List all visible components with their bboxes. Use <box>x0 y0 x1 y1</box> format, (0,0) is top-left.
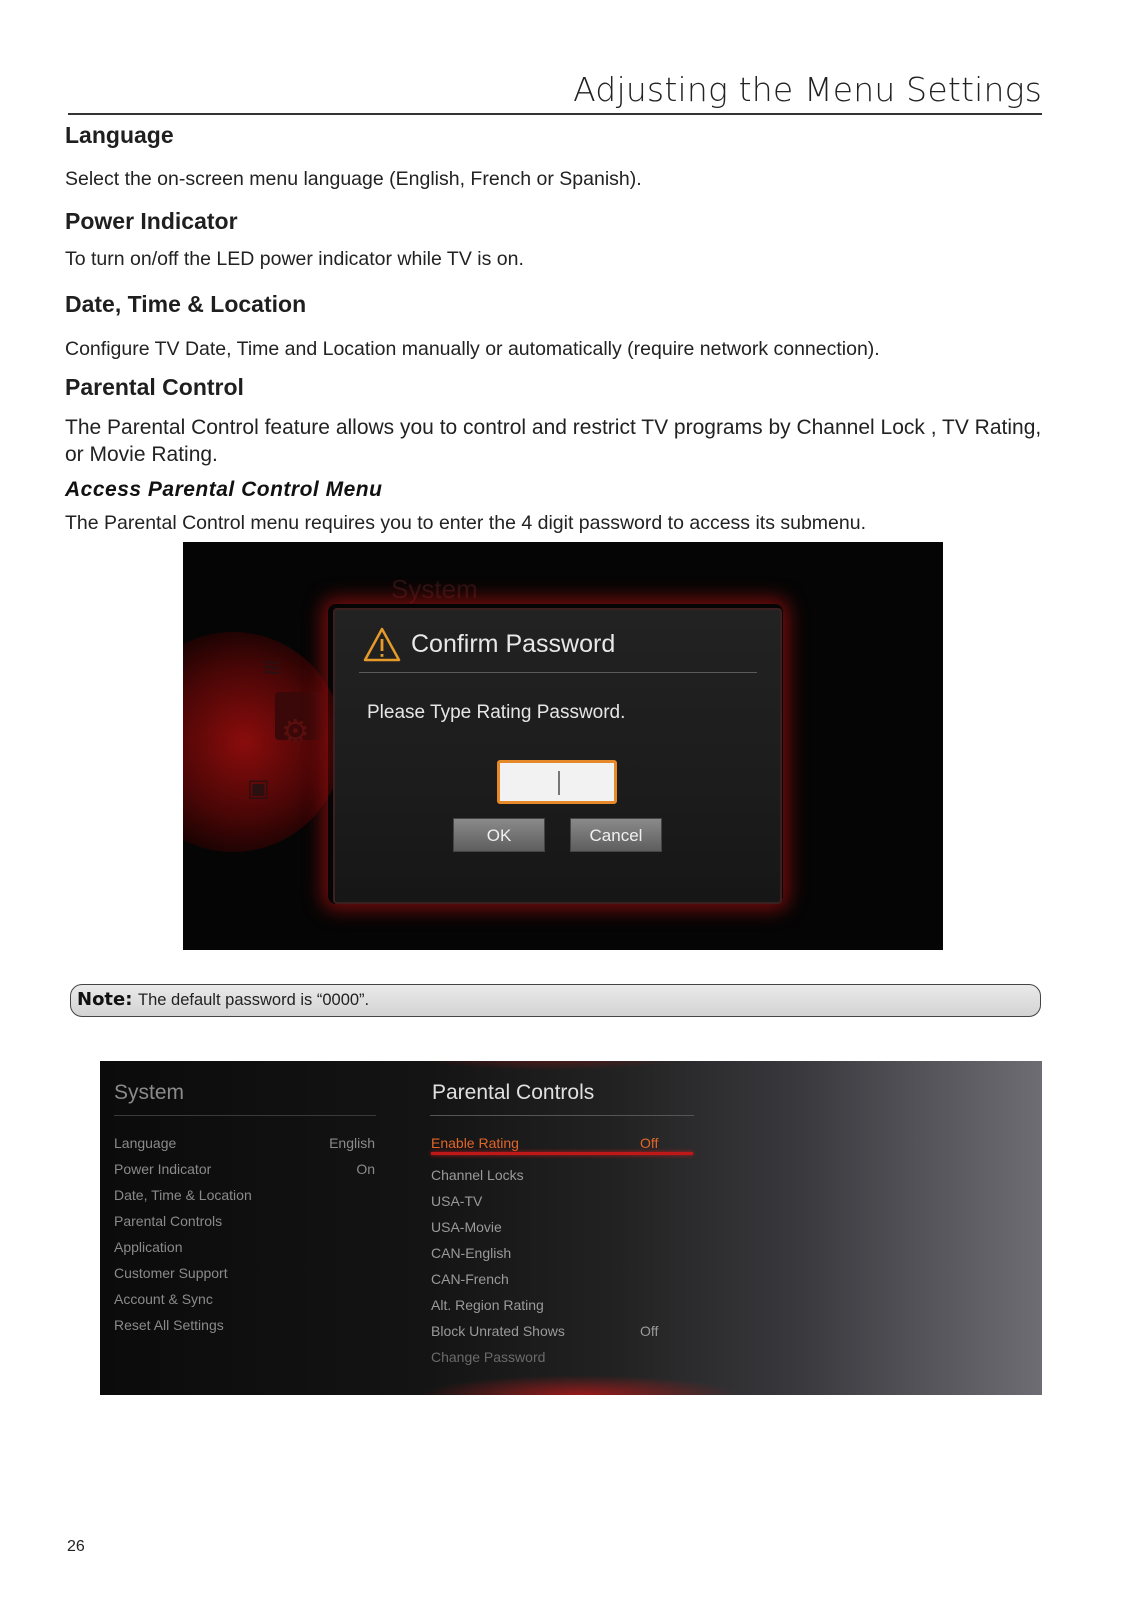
system-menu-title: System <box>114 1081 185 1104</box>
pc-item-enable-rating-value: Off <box>640 1135 659 1151</box>
system-item-power-indicator-value: On <box>356 1161 375 1177</box>
warning-icon <box>363 626 401 664</box>
text-caret <box>558 771 560 795</box>
power-indicator-text: To turn on/off the LED power indicator while TV is on. <box>65 248 524 270</box>
gear-icon: ⚙ <box>281 713 310 749</box>
selection-underline <box>431 1152 693 1155</box>
pc-item-change-password[interactable]: Change Password <box>431 1349 546 1365</box>
note-box <box>70 984 1041 1017</box>
access-parental-text: The Parental Control menu requires you to enter the 4 digit password to access its submenu. <box>65 512 867 534</box>
system-item-account-sync[interactable]: Account & Sync <box>114 1291 213 1307</box>
pc-item-channel-locks[interactable]: Channel Locks <box>431 1167 524 1183</box>
pc-item-usa-movie[interactable]: USA-Movie <box>431 1219 502 1235</box>
confirm-password-screenshot <box>183 542 943 950</box>
date-time-location-heading: Date, Time & Location <box>65 291 307 317</box>
system-item-parental-controls[interactable]: Parental Controls <box>114 1213 223 1229</box>
display-icon: ▣ <box>247 775 270 802</box>
system-item-customer-support[interactable]: Customer Support <box>114 1265 228 1281</box>
bottom-glow <box>420 1375 740 1395</box>
power-indicator-heading: Power Indicator <box>65 208 238 234</box>
system-item-language-value: English <box>329 1135 375 1151</box>
note-text: The default password is “0000”. <box>138 991 370 1009</box>
pc-item-can-french[interactable]: CAN-French <box>431 1271 509 1287</box>
ok-button[interactable]: OK <box>453 818 545 852</box>
confirm-password-dialog <box>333 608 782 904</box>
header-divider <box>68 113 1042 115</box>
wifi-icon: ≋ <box>261 652 283 682</box>
language-text: Select the on-screen menu language (English, French or Spanish). <box>65 168 642 190</box>
system-item-power-indicator[interactable]: Power Indicator <box>114 1161 212 1177</box>
dialog-title: Confirm Password <box>411 630 616 658</box>
system-menu-divider <box>114 1115 376 1116</box>
pc-item-alt-region-rating[interactable]: Alt. Region Rating <box>431 1297 544 1313</box>
password-input[interactable] <box>497 760 617 804</box>
language-heading: Language <box>65 122 174 148</box>
parental-controls-title: Parental Controls <box>432 1081 595 1104</box>
dialog-divider <box>359 672 757 673</box>
system-item-date-time-location[interactable]: Date, Time & Location <box>114 1187 252 1203</box>
note-label: Note: <box>77 989 133 1010</box>
cancel-button[interactable]: Cancel <box>570 818 662 852</box>
parental-control-text: The Parental Control feature allows you to control and restrict TV programs by Channel Lock , TV Rating, or Movie Rating. <box>65 416 1042 466</box>
date-time-location-text: Configure TV Date, Time and Location manually or automatically (require network connection). <box>65 338 880 360</box>
page-number: 26 <box>67 1538 85 1555</box>
background-system-title: System <box>391 574 478 604</box>
parental-control-heading: Parental Control <box>65 374 244 400</box>
system-item-language[interactable]: Language <box>114 1135 177 1151</box>
pc-item-can-english[interactable]: CAN-English <box>431 1245 512 1261</box>
page-title: Adjusting the Menu Settings <box>573 70 1042 109</box>
parental-controls-screenshot <box>100 1061 1042 1395</box>
pc-item-block-unrated-shows[interactable]: Block Unrated Shows <box>431 1323 565 1339</box>
access-parental-heading: Access Parental Control Menu <box>65 478 383 501</box>
system-item-reset-all[interactable]: Reset All Settings <box>114 1317 224 1333</box>
pc-item-enable-rating[interactable]: Enable Rating <box>431 1135 519 1151</box>
dialog-prompt: Please Type Rating Password. <box>367 702 626 723</box>
pc-item-usa-tv[interactable]: USA-TV <box>431 1193 483 1209</box>
top-glow <box>400 1061 700 1071</box>
parental-controls-divider <box>430 1115 694 1116</box>
system-item-application[interactable]: Application <box>114 1239 183 1255</box>
pc-item-block-unrated-shows-value: Off <box>640 1323 659 1339</box>
